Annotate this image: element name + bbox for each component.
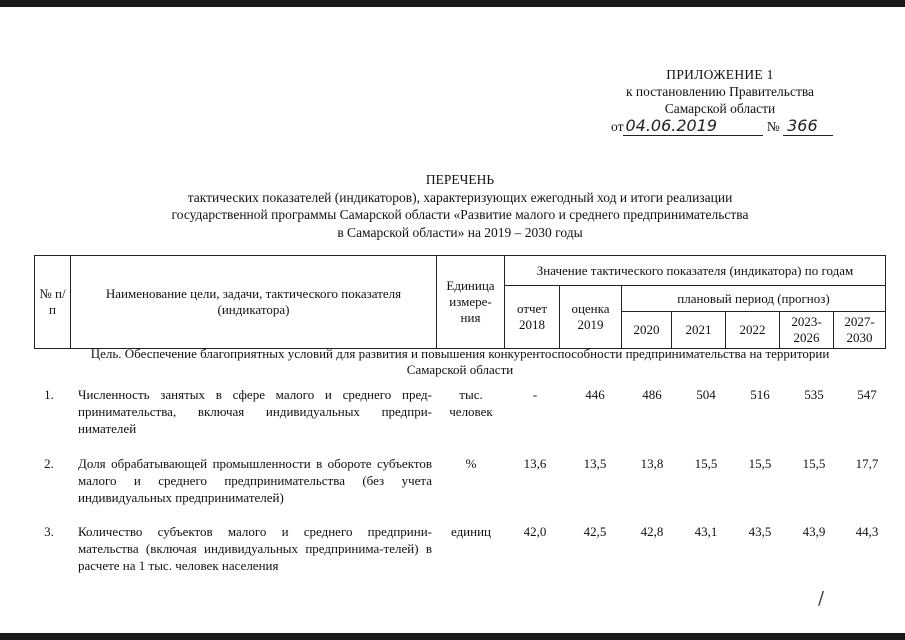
- goal-statement: Цель. Обеспечение благоприятных условий для развития и повышения конкурентоспособности предпринимательства на территории Самарской области: [90, 346, 830, 377]
- row-value: -: [532, 387, 538, 402]
- header-no: № п/п: [35, 256, 71, 349]
- header-report: отчет 2018: [505, 286, 560, 349]
- row-value: 15,5: [802, 456, 826, 471]
- handwritten-date: 04.06.2019: [623, 116, 763, 136]
- row-name: Количество субъектов малого и среднего предприни-мательства (включая индивидуальных предпринима-телей) в расчете на 1 тыс. человек населения: [78, 524, 432, 573]
- row-number: 3.: [44, 524, 54, 539]
- row-value: 43,5: [748, 524, 772, 539]
- scan-top-edge: [0, 0, 905, 7]
- row-unit: единиц: [450, 524, 492, 539]
- row-unit: тыс. человек: [449, 387, 493, 419]
- row-value: 535: [804, 387, 824, 402]
- heading-line-2: государственной программы Самарской области «Развитие малого и среднего предпринимательства: [171, 207, 749, 222]
- indicators-table-header: [34, 255, 886, 349]
- row-value: 15,5: [694, 456, 718, 471]
- row-value: 43,1: [694, 524, 718, 539]
- appendix-block: [560, 66, 880, 117]
- date-prefix: от: [611, 119, 624, 134]
- heading-line-3: в Самарской области» на 2019 – 2030 годы: [337, 224, 583, 240]
- row-name: Численность занятых в сфере малого и среднего пред-принимательства, включая индивидуальных предпри-нимателей: [78, 387, 432, 436]
- scan-bottom-edge: [0, 633, 905, 640]
- row-value: 486: [642, 387, 662, 402]
- row-number: 2.: [44, 456, 54, 471]
- handwritten-number: 366: [783, 116, 833, 136]
- row-value: 516: [750, 387, 770, 402]
- heading-line-1: тактических показателей (индикаторов), характеризующих ежегодный ход и итоги реализации: [187, 189, 733, 205]
- appendix-line-1: к постановлению Правительства: [625, 84, 815, 99]
- row-value: 42,8: [640, 524, 664, 539]
- header-year: 2021: [672, 312, 726, 349]
- row-value: 17,7: [855, 456, 879, 471]
- order-line: [611, 116, 833, 136]
- heading-title: ПЕРЕЧЕНЬ: [425, 172, 495, 187]
- row-number: 1.: [44, 387, 54, 402]
- header-name: Наименование цели, задачи, тактического показателя (индикатора): [71, 256, 437, 349]
- scan-pen-mark: /: [818, 588, 825, 609]
- row-value: 42,5: [583, 524, 607, 539]
- row-value: 547: [857, 387, 877, 402]
- row-value: 446: [585, 387, 605, 402]
- header-values: Значение тактического показателя (индикатора) по годам: [505, 256, 886, 286]
- row-value: 13,5: [583, 456, 607, 471]
- row-value: 42,0: [523, 524, 547, 539]
- appendix-line-2: Самарской области: [664, 101, 776, 116]
- row-value: 43,9: [802, 524, 826, 539]
- row-value: 13,6: [523, 456, 547, 471]
- row-value: 15,5: [748, 456, 772, 471]
- header-estimate: оценка 2019: [560, 286, 622, 349]
- number-sign: №: [766, 119, 780, 134]
- header-year: 2022: [726, 312, 780, 349]
- header-year: 2027- 2030: [834, 312, 886, 349]
- header-year: 2020: [622, 312, 672, 349]
- row-value: 13,8: [640, 456, 664, 471]
- header-plan: плановый период (прогноз): [622, 286, 886, 312]
- header-unit: Единица измере- ния: [437, 256, 505, 349]
- header-year: 2023- 2026: [780, 312, 834, 349]
- row-value: 44,3: [855, 524, 879, 539]
- document-heading: [100, 171, 820, 241]
- row-value: 504: [696, 387, 716, 402]
- appendix-title: ПРИЛОЖЕНИЕ 1: [666, 67, 774, 82]
- row-unit: %: [465, 456, 477, 471]
- row-name: Доля обрабатывающей промышленности в обороте субъектов малого и среднего предпринимательства (без учета индивидуальных предпринимателей): [78, 456, 432, 505]
